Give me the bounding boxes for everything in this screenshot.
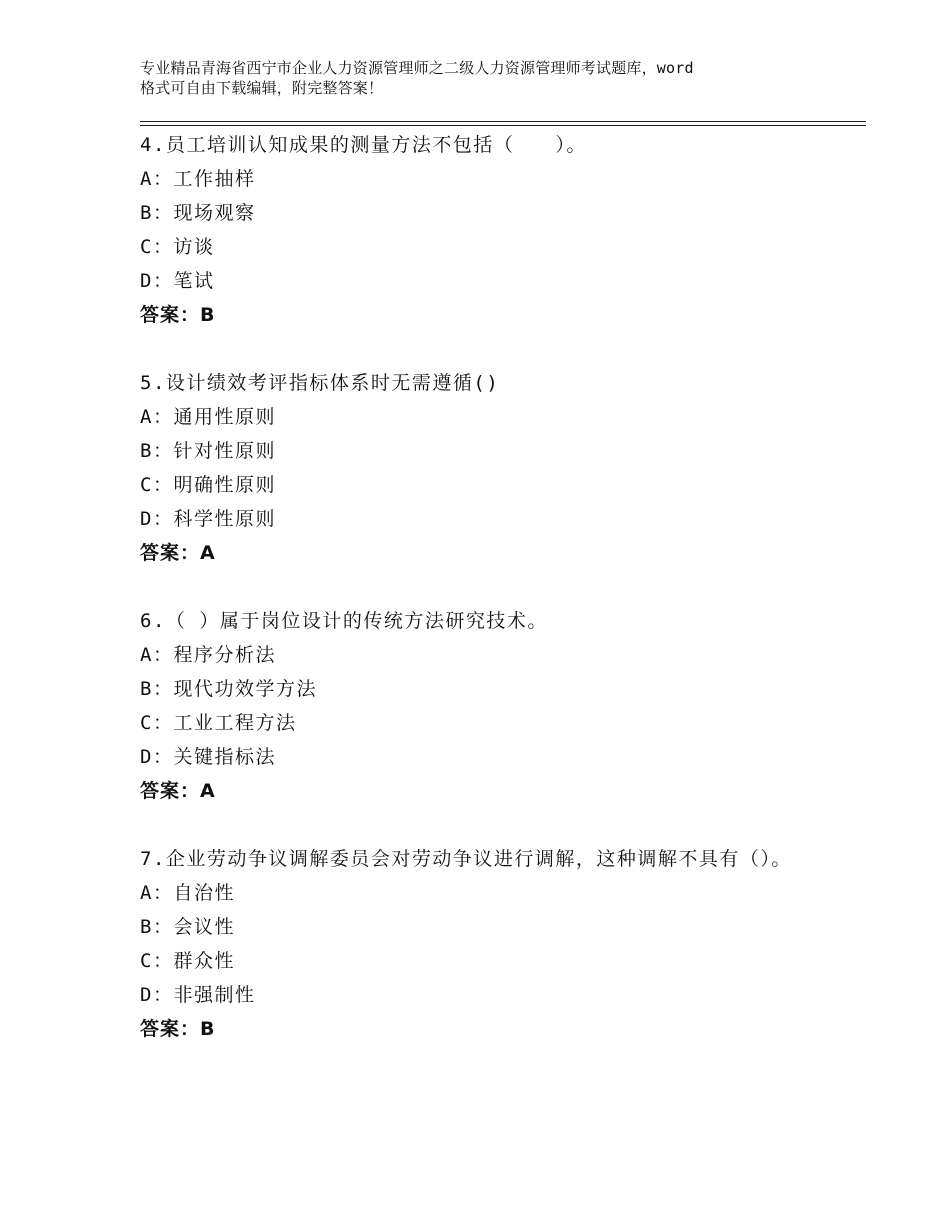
option-c: C：访谈 [140,236,215,258]
answer-line: 答案：B [140,1018,216,1040]
question-text: 6.（ ）属于岗位设计的传统方法研究技术。 [140,610,548,632]
header-title-line1: 专业精品青海省西宁市企业人力资源管理师之二级人力资源管理师考试题库，word [140,59,694,77]
answer-line: 答案：A [140,542,216,564]
option-c: C：工业工程方法 [140,712,297,734]
question-item [140,366,860,570]
option-a: A：自治性 [140,882,235,904]
question-item [140,128,860,332]
header-title-line2: 格式可自由下载编辑，附完整答案！ [140,79,384,97]
answer-line: 答案：A [140,780,216,802]
question-text: 4.员工培训认知成果的测量方法不包括（ ）。 [140,134,587,156]
option-b: B：现代功效学方法 [140,678,317,700]
option-a: A：工作抽样 [140,168,256,190]
option-a: A：通用性原则 [140,406,276,428]
option-d: D：笔试 [140,270,215,292]
question-text: 7.企业劳动争议调解委员会对劳动争议进行调解，这种调解不具有（）。 [140,848,792,870]
question-item [140,604,860,808]
option-c: C：群众性 [140,950,235,972]
header-divider-top [140,121,866,122]
option-d: D：科学性原则 [140,508,276,530]
header-divider-bottom [140,125,866,126]
option-b: B：针对性原则 [140,440,276,462]
document-header [140,58,840,98]
question-item [140,842,860,1046]
option-d: D：关键指标法 [140,746,276,768]
option-b: B：现场观察 [140,202,256,224]
question-list [140,128,860,1080]
answer-line: 答案：B [140,304,216,326]
option-a: A：程序分析法 [140,644,276,666]
question-text: 5.设计绩效考评指标体系时无需遵循() [140,372,500,394]
option-d: D：非强制性 [140,984,256,1006]
option-c: C：明确性原则 [140,474,276,496]
option-b: B：会议性 [140,916,235,938]
